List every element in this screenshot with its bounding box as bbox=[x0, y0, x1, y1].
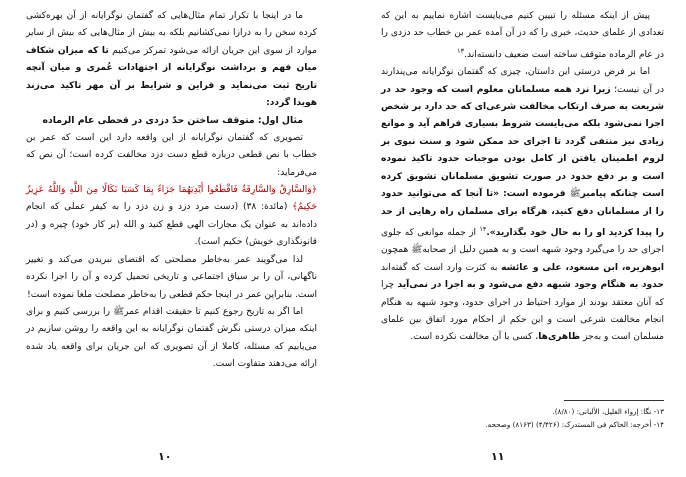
text-run: چرا که آنان معتقد بودند از موارد احتیاط در اجرای حدود، وجود شبهه به هنگام انجام مخالفت شرعی است و این حکم از احکام مورد اتفاق بین علمای مسلمان است و به‌جز bbox=[381, 280, 664, 343]
footnote-marker: ۱۴ bbox=[479, 224, 487, 233]
text-run: ، کسی با آن مخالفت نکرده است. bbox=[410, 332, 539, 343]
footnote: ۱۴- أخرجه: الحاکم فی المستدرک: (۴/۴۲۶) (۸۱۶۳) وصححه. bbox=[485, 419, 664, 429]
text-run: از جمله موانعی که جلوی اجرای حد را می‌گیرد وجود شبهه است و به همین دلیل از صحابه bbox=[381, 227, 664, 256]
text-run: ﷺ bbox=[113, 306, 125, 317]
description-paragraph: تصویری که گفتمان نوگرایانه از این واقعه دارد این است که عمر بن خطاب با نص قطعی درباره قطع دست دزد مخالفت کرده است؛ آن نص که می‌فرماید: bbox=[26, 132, 317, 178]
text-run: اما اگر به تاریخ رجوع کنیم تا حقیقت اقدام عمر bbox=[124, 306, 303, 317]
right-page-body bbox=[381, 8, 664, 347]
text-run: ﷺ bbox=[569, 189, 581, 200]
argument-paragraph: لذا می‌گویند عمر به‌خاطر مصلحتی که اقتضای نبریدن می‌کند و تغییر ناگهانی، آن را بر سیاق اجتماعی و تاریخی تحمیل کرده و آن را اجرا نکرده است. بنابراین عمر در اینجا حکم قطعی را به‌خاطر مصلحت ملغا نموده است! bbox=[26, 254, 317, 300]
page-number: ۱۰ bbox=[158, 450, 172, 463]
text-run: تا که میزان شکاف میان فهم و برداشت نوگرایانه از اجتهادات عُمری و میان آنچه تاریخ ثبت می‌نماید و قراین و شرایط بر آن مهر تاکید می‌زند هویدا گردد: bbox=[26, 45, 317, 109]
footnote: ۱۳- نگا: إرواء الغلیل، الألبانی: (۸/۸۰). bbox=[552, 407, 664, 416]
body-paragraph bbox=[381, 64, 664, 347]
verse-paragraph bbox=[26, 182, 317, 252]
verse-reference: (مائدة: ۳۸) (دست مرد دزد و زن دزد را به کیفر عملی که انجام داده‌اند به عنوان یک مجازات الهی قطع کنید و الله (بر کار خود) چیره و (در قانونگذاری خویش) حکیم است). bbox=[26, 202, 317, 248]
text-run: به کثرت وارد است که گفته‌اند bbox=[381, 262, 502, 273]
text-run: همچون bbox=[381, 245, 412, 256]
text-run: فرموده است: «تا آنجا که می‌توانید حدود را از مسلمانان دفع کنید، هرگاه برای مسلمان راه رهایی از حد را پیدا کردید او را به حال خود بگذارید». bbox=[381, 189, 665, 238]
section-heading: مثال اول: متوقف ساختن حدّ دزدی در قحطی عام الرماده bbox=[42, 115, 303, 127]
footnote-divider bbox=[564, 400, 664, 401]
text-run: حدود به هنگام وجود شبهه دفع می‌شود و به اجرا در نمی‌آید bbox=[397, 280, 664, 291]
text-run: ما در اینجا با تکرار تمام مثال‌هایی که گفتمان نوگرایانه از آن بهره‌کشی کرده سخن را به درازا نمی‌کشانیم بلکه به بیش از مثال‌هایی که بیش از سایر موارد از سوی این جریان ارائه می‌شود تمرکز می‌کنیم bbox=[26, 11, 317, 56]
footnote-marker: ۱۳ bbox=[457, 46, 465, 55]
body-paragraph bbox=[381, 8, 664, 64]
text-run: زیرا نزد همه مسلمانان معلوم است که وجود حد در شریعت به صرف ارتکاب مخالفت شرعی‌ای که حد دارد بر شخص اجرا نمی‌شود بلکه می‌بایست شروط بسیاری فراهم آید و موانع زیادی نیز منتفی گردد تا اجرای حد ممکن شود و سنت نبوی بر لزوم اطمینان یافتن از کامل بودن موجبات حدود تاکید نموده است و بر دفع حدود در صورت تشویق مسلمانان تشویق کرده است چنانکه پیامبر bbox=[381, 84, 664, 200]
text-run: را بررسی کنیم و برای اینکه میزان درستی نگرش گفتمان نوگرایانه به این واقعه را روشن سازیم در می‌یابیم که مسئله، کاملا از آن تصویری که این جریان برای واقعه یاد شده ارائه می‌دهند متفاوت است. bbox=[26, 306, 317, 370]
text-run: ابوهریره، ابن مسعود، علی و عائشه bbox=[501, 262, 665, 273]
footnotes bbox=[381, 406, 664, 431]
text-run: ﷺ bbox=[411, 245, 423, 256]
page-number: ۱۱ bbox=[491, 450, 505, 463]
text-run: پیش از اینکه مسئله را تبیین کنیم می‌بایست اشاره نماییم به این که تعدادی از علمای حدیث، خبری را که در آن آمده عمر بن خطاب حد دزدی را در عام الرماده متوقف ساخته است ضعیف دانسته‌اند. bbox=[381, 11, 664, 60]
text-run: اما بر فرض درستی این داستان، چیزی که گفتمان نوگرایانه می‌پندارند در آن نیست؛ bbox=[381, 67, 664, 95]
intro-paragraph bbox=[26, 8, 317, 112]
text-run: ظاهری‌ها bbox=[538, 332, 581, 343]
quran-verse: ﴿وَالسَّارِقُ وَالسَّارِقَةُ فَاقْطَعُوا أَيْدِيَهُمَا جَزَاءً بِمَا كَسَبَا نَكَالًا مِنَ اللَّهِ وَاللَّهُ عَزِيزٌ حَكِيمٌ﴾ bbox=[26, 185, 317, 213]
right-page bbox=[343, 0, 686, 477]
conclusion-paragraph bbox=[26, 304, 317, 374]
